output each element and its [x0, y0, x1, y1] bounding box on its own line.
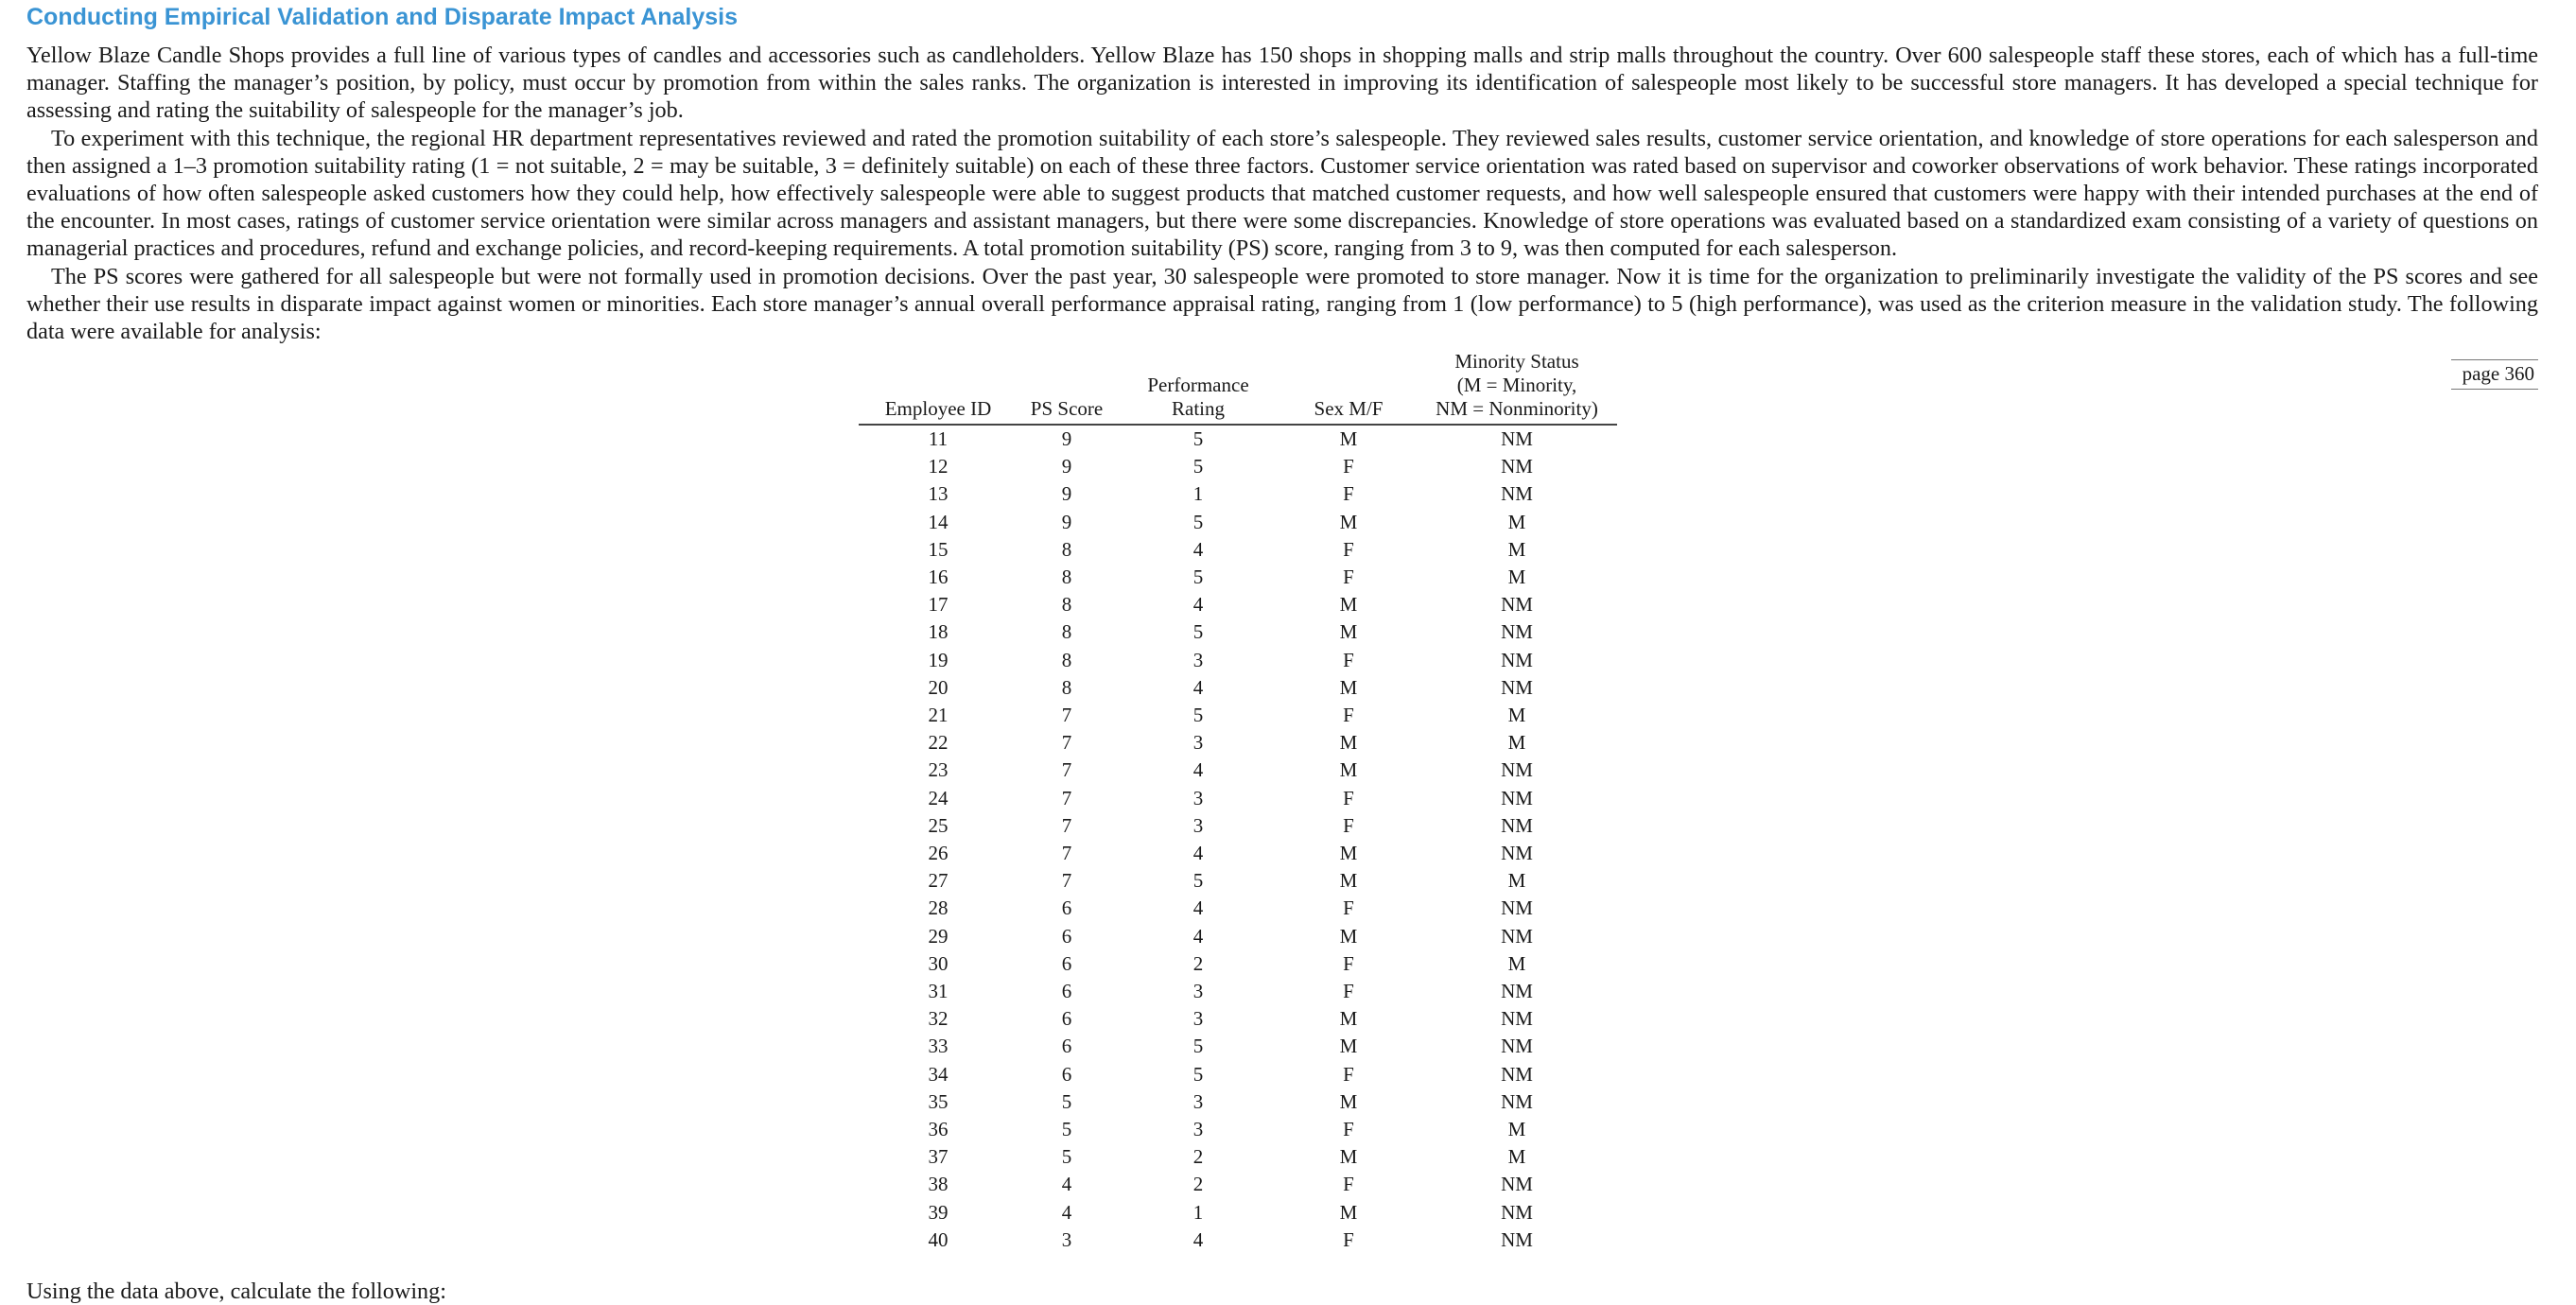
employee-id-cell: 30 [928, 951, 949, 975]
table-row [859, 453, 1617, 480]
ps-score-cell: 6 [1061, 1035, 1072, 1058]
sex-cell: F [1343, 813, 1354, 837]
employee-id-cell: 22 [928, 731, 949, 755]
ps-score-cell: 5 [1061, 1118, 1072, 1141]
ps-score-cell: 8 [1061, 648, 1072, 671]
sex-cell: F [1343, 704, 1354, 727]
minority-status-cell: M [1507, 731, 1526, 755]
ps-score-cell: 8 [1061, 620, 1072, 644]
sex-cell: F [1343, 951, 1354, 975]
performance-rating-cell: 4 [1192, 758, 1204, 782]
sex-cell: M [1339, 675, 1358, 699]
column-header-performance-rating: Performance Rating [1116, 350, 1280, 425]
employee-id-cell: 27 [928, 869, 949, 893]
employee-id-cell: 14 [928, 510, 949, 533]
minority-status-cell: M [1507, 704, 1526, 727]
employee-id-cell: 15 [928, 537, 949, 561]
ps-score-cell: 4 [1061, 1173, 1072, 1196]
ps-score-cell: 9 [1061, 482, 1072, 506]
performance-rating-cell: 5 [1192, 869, 1204, 893]
table-body [859, 425, 1617, 1254]
table-row [859, 509, 1617, 536]
minority-status-cell: NM [1501, 1173, 1533, 1196]
ps-score-cell: 6 [1061, 951, 1072, 975]
table-row [859, 1143, 1617, 1171]
minority-status-cell: NM [1501, 648, 1533, 671]
performance-rating-cell: 3 [1192, 648, 1204, 671]
ps-score-cell: 8 [1061, 593, 1072, 617]
minority-status-cell: M [1507, 537, 1526, 561]
performance-rating-cell: 4 [1192, 842, 1204, 865]
employee-id-cell: 40 [928, 1227, 949, 1251]
performance-rating-cell: 5 [1192, 704, 1204, 727]
ps-score-cell: 9 [1061, 427, 1072, 450]
minority-status-cell: NM [1501, 924, 1533, 948]
sex-cell: M [1339, 620, 1358, 644]
performance-rating-cell: 3 [1192, 1089, 1204, 1113]
table-row [859, 729, 1617, 757]
performance-rating-cell: 2 [1192, 951, 1204, 975]
performance-rating-cell: 5 [1192, 1062, 1204, 1086]
instruction-text: Using the data above, calculate the following: [26, 1279, 446, 1304]
performance-rating-cell: 3 [1192, 1007, 1204, 1031]
minority-status-cell: NM [1501, 620, 1533, 644]
employee-id-cell: 21 [928, 704, 949, 727]
table-row [859, 1171, 1617, 1198]
sex-cell: M [1339, 1035, 1358, 1058]
employee-id-cell: 34 [928, 1062, 949, 1086]
sex-cell: M [1339, 1200, 1358, 1224]
table-row [859, 480, 1617, 508]
ps-score-cell: 7 [1061, 842, 1072, 865]
table-row [859, 591, 1617, 618]
paragraph: To experiment with this technique, the regional HR department representatives reviewed and rated the promotion suitability of each store’s salespeople. They reviewed sales results, customer service orientation, and knowledge of store operations for each salesperson and then assigned a 1–3 promotion suitability rating (1 = not suitable, 2 = may be suitable, 3 = definitely suitable) on each of these three factors. Customer service orientation was rated based on supervisor and coworker observations of work behavior. These ratings incorporated evaluations of how often salespeople asked customers how they could help, how effectively salespeople were able to suggest products that matched customer requests, and how well salespeople ensured that customers were happy with their intended purchases at the end of the encounter. In most cases, ratings of customer service orientation were similar across managers and assistant managers, but there were some discrepancies. Knowledge of store operations was evaluated based on a standardized exam consisting of a variety of questions on managerial practices and procedures, refund and exchange policies, and record-keeping requirements. A total promotion suitability (PS) score, ranging from 3 to 9, was then computed for each salesperson. [26, 125, 2538, 262]
table-row [859, 564, 1617, 591]
table-row [859, 647, 1617, 674]
ps-score-cell: 6 [1061, 1007, 1072, 1031]
ps-score-cell: 7 [1061, 704, 1072, 727]
performance-rating-cell: 5 [1192, 510, 1204, 533]
minority-status-cell: M [1507, 951, 1526, 975]
table-row [859, 1199, 1617, 1227]
employee-id-cell: 32 [928, 1007, 949, 1031]
sex-cell: M [1339, 593, 1358, 617]
minority-status-cell: NM [1501, 1035, 1533, 1058]
employee-id-cell: 33 [928, 1035, 949, 1058]
sex-cell: F [1343, 566, 1354, 589]
minority-status-cell: NM [1501, 980, 1533, 1003]
table-row [859, 1088, 1617, 1116]
table-row [859, 840, 1617, 867]
minority-status-cell: NM [1501, 1200, 1533, 1224]
minority-status-cell: NM [1501, 1062, 1533, 1086]
employee-id-cell: 24 [928, 786, 949, 809]
ps-score-cell: 8 [1061, 537, 1072, 561]
sex-cell: M [1339, 1007, 1358, 1031]
minority-status-cell: NM [1501, 427, 1533, 450]
employee-id-cell: 12 [928, 455, 949, 478]
performance-rating-cell: 4 [1192, 924, 1204, 948]
table-row [859, 978, 1617, 1005]
sex-cell: M [1339, 842, 1358, 865]
performance-rating-cell: 5 [1192, 566, 1204, 589]
performance-rating-cell: 3 [1192, 731, 1204, 755]
performance-rating-cell: 1 [1192, 482, 1204, 506]
table-row [859, 1116, 1617, 1143]
table-row [859, 1005, 1617, 1033]
employee-id-cell: 29 [928, 924, 949, 948]
column-header-sex: Sex M/F [1280, 350, 1417, 425]
minority-status-cell: NM [1501, 1089, 1533, 1113]
performance-rating-cell: 4 [1192, 1227, 1204, 1251]
minority-status-cell: M [1507, 1145, 1526, 1169]
ps-score-cell: 3 [1061, 1227, 1072, 1251]
performance-rating-cell: 4 [1192, 593, 1204, 617]
minority-status-cell: NM [1501, 842, 1533, 865]
table-row [859, 1033, 1617, 1060]
minority-status-cell: NM [1501, 675, 1533, 699]
sex-cell: F [1343, 1062, 1354, 1086]
sex-cell: F [1343, 455, 1354, 478]
ps-score-cell: 6 [1061, 980, 1072, 1003]
data-table [859, 350, 1617, 1254]
employee-id-cell: 23 [928, 758, 949, 782]
minority-status-cell: M [1507, 510, 1526, 533]
table-row [859, 785, 1617, 812]
performance-rating-cell: 3 [1192, 1118, 1204, 1141]
column-header-minority-status: Minority Status (M = Minority, NM = Nonminority) [1417, 350, 1617, 425]
sex-cell: F [1343, 1118, 1354, 1141]
minority-status-cell: M [1507, 566, 1526, 589]
column-header-employee-id: Employee ID [859, 350, 1018, 425]
minority-status-cell: M [1507, 1118, 1526, 1141]
sex-cell: F [1343, 1173, 1354, 1196]
ps-score-cell: 6 [1061, 896, 1072, 920]
performance-rating-cell: 4 [1192, 896, 1204, 920]
ps-score-cell: 6 [1061, 1062, 1072, 1086]
performance-rating-cell: 3 [1192, 980, 1204, 1003]
sex-cell: M [1339, 1089, 1358, 1113]
performance-rating-cell: 5 [1192, 1035, 1204, 1058]
performance-rating-cell: 4 [1192, 537, 1204, 561]
employee-id-cell: 11 [928, 427, 949, 450]
employee-id-cell: 39 [928, 1200, 949, 1224]
employee-id-cell: 16 [928, 566, 949, 589]
employee-id-cell: 20 [928, 675, 949, 699]
table-row [859, 536, 1617, 564]
performance-rating-cell: 2 [1192, 1173, 1204, 1196]
ps-score-cell: 7 [1061, 786, 1072, 809]
table-row [859, 812, 1617, 840]
employee-id-cell: 38 [928, 1173, 949, 1196]
body-text [26, 42, 2538, 345]
paragraph: The PS scores were gathered for all salespeople but were not formally used in promotion decisions. Over the past year, 30 salespeople were promoted to store manager. Now it is time for the organization to preliminarily investigate the validity of the PS scores and see whether their use results in disparate impact against women or minorities. Each store manager’s annual overall performance appraisal rating, ranging from 1 (low performance) to 5 (high performance), was used as the criterion measure in the validation study. The following data were available for analysis: [26, 263, 2538, 345]
ps-score-cell: 8 [1061, 566, 1072, 589]
minority-status-cell: NM [1501, 455, 1533, 478]
ps-score-cell: 7 [1061, 731, 1072, 755]
page-title: Conducting Empirical Validation and Disparate Impact Analysis [26, 4, 739, 30]
employee-id-cell: 17 [928, 593, 949, 617]
ps-score-cell: 4 [1061, 1200, 1072, 1224]
table-row [859, 425, 1617, 453]
ps-score-cell: 6 [1061, 924, 1072, 948]
minority-status-cell: NM [1501, 1227, 1533, 1251]
sex-cell: M [1339, 510, 1358, 533]
paragraph: Yellow Blaze Candle Shops provides a full line of various types of candles and accessories such as candleholders. Yellow Blaze has 150 shops in shopping malls and strip malls throughout the country. Over 600 salespeople staff these stores, each of which has a full-time manager. Staffing the manager’s position, by policy, must occur by promotion from within the sales ranks. The organization is interested in improving its identification of salespeople most likely to be successful store managers. It has developed a special technique for assessing and rating the suitability of salespeople for the manager’s job. [26, 43, 2538, 124]
table-row [859, 757, 1617, 784]
column-header-ps-score: PS Score [1018, 350, 1116, 425]
sex-cell: F [1343, 896, 1354, 920]
table-row [859, 950, 1617, 978]
employee-id-cell: 25 [928, 813, 949, 837]
minority-status-cell: M [1507, 869, 1526, 893]
minority-status-cell: NM [1501, 758, 1533, 782]
ps-score-cell: 7 [1061, 758, 1072, 782]
employee-id-cell: 28 [928, 896, 949, 920]
ps-score-cell: 9 [1061, 510, 1072, 533]
table-row [859, 702, 1617, 729]
table-row [859, 923, 1617, 950]
minority-status-cell: NM [1501, 813, 1533, 837]
employee-id-cell: 19 [928, 648, 949, 671]
employee-id-cell: 35 [928, 1089, 949, 1113]
minority-status-cell: NM [1501, 786, 1533, 809]
minority-status-cell: NM [1501, 1007, 1533, 1031]
minority-status-cell: NM [1501, 593, 1533, 617]
page-number-marker: page 360 [2451, 359, 2538, 390]
sex-cell: M [1339, 758, 1358, 782]
sex-cell: M [1339, 869, 1358, 893]
employee-id-cell: 26 [928, 842, 949, 865]
employee-id-cell: 37 [928, 1145, 949, 1169]
sex-cell: F [1343, 482, 1354, 506]
ps-score-cell: 5 [1061, 1145, 1072, 1169]
employee-id-cell: 18 [928, 620, 949, 644]
employee-id-cell: 13 [928, 482, 949, 506]
employee-id-cell: 31 [928, 980, 949, 1003]
table-row [859, 674, 1617, 702]
table-row [859, 867, 1617, 895]
ps-score-cell: 7 [1061, 813, 1072, 837]
table-header-row [859, 350, 1617, 425]
performance-rating-cell: 1 [1192, 1200, 1204, 1224]
table-row [859, 1227, 1617, 1254]
sex-cell: F [1343, 786, 1354, 809]
ps-score-cell: 7 [1061, 869, 1072, 893]
sex-cell: F [1343, 1227, 1354, 1251]
performance-rating-cell: 3 [1192, 813, 1204, 837]
employee-id-cell: 36 [928, 1118, 949, 1141]
sex-cell: M [1339, 427, 1358, 450]
sex-cell: F [1343, 980, 1354, 1003]
sex-cell: M [1339, 1145, 1358, 1169]
ps-score-cell: 5 [1061, 1089, 1072, 1113]
table-row [859, 618, 1617, 646]
performance-rating-cell: 2 [1192, 1145, 1204, 1169]
performance-rating-cell: 5 [1192, 620, 1204, 644]
sex-cell: F [1343, 648, 1354, 671]
sex-cell: M [1339, 731, 1358, 755]
minority-status-cell: NM [1501, 896, 1533, 920]
ps-score-cell: 9 [1061, 455, 1072, 478]
table-row [859, 895, 1617, 922]
ps-score-cell: 8 [1061, 675, 1072, 699]
performance-rating-cell: 5 [1192, 427, 1204, 450]
minority-status-cell: NM [1501, 482, 1533, 506]
performance-rating-cell: 5 [1192, 455, 1204, 478]
table-row [859, 1061, 1617, 1088]
sex-cell: M [1339, 924, 1358, 948]
performance-rating-cell: 3 [1192, 786, 1204, 809]
performance-rating-cell: 4 [1192, 675, 1204, 699]
sex-cell: F [1343, 537, 1354, 561]
